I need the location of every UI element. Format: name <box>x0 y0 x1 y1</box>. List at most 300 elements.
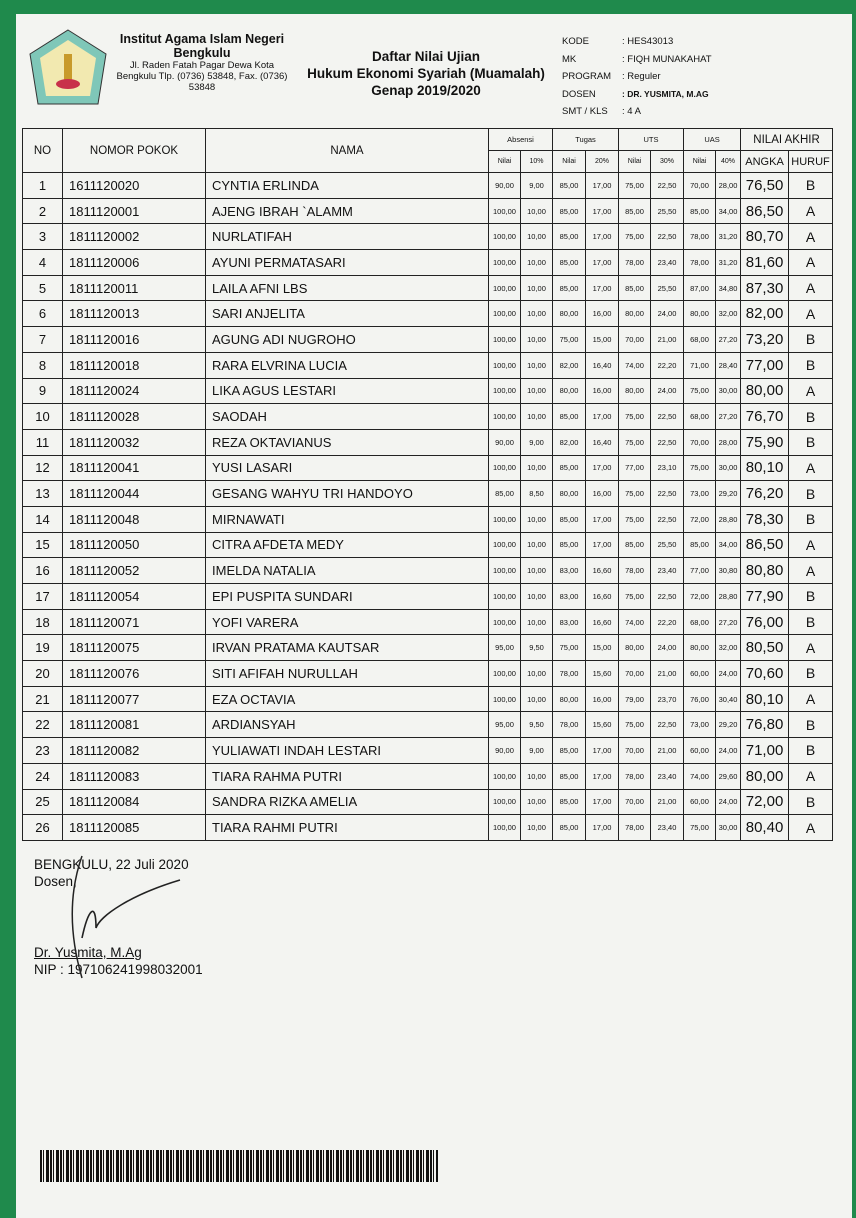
nilai-huruf: B <box>789 609 833 635</box>
nilai-huruf: A <box>789 224 833 250</box>
nilai-angka: 80,50 <box>741 635 789 661</box>
uas-nilai: 75,00 <box>684 378 716 404</box>
uts-pct: 22,20 <box>651 352 684 378</box>
uts-nilai: 78,00 <box>619 763 651 789</box>
abs-pct: 9,00 <box>521 173 553 199</box>
tugas-nilai: 85,00 <box>553 404 586 430</box>
table-row <box>23 558 833 584</box>
uts-nilai: 75,00 <box>619 481 651 507</box>
tugas-pct: 16,00 <box>586 686 619 712</box>
table-row <box>23 198 833 224</box>
nilai-huruf: B <box>789 712 833 738</box>
tugas-nilai: 85,00 <box>553 506 586 532</box>
nilai-huruf: B <box>789 506 833 532</box>
meta-key: PROGRAM <box>562 71 612 82</box>
col-uts-nilai: Nilai <box>619 151 651 173</box>
row-nim: 1811120041 <box>63 455 206 481</box>
row-no: 14 <box>23 506 63 532</box>
meta-value: : 4 A <box>622 106 642 117</box>
nilai-huruf: B <box>789 481 833 507</box>
row-nim: 1811120071 <box>63 609 206 635</box>
table-row <box>23 712 833 738</box>
row-no: 18 <box>23 609 63 635</box>
table-row <box>23 789 833 815</box>
nilai-angka: 76,20 <box>741 481 789 507</box>
col-tugas-nilai: Nilai <box>553 151 586 173</box>
nilai-huruf: B <box>789 789 833 815</box>
table-row <box>23 352 833 378</box>
row-nim: 1811120076 <box>63 661 206 687</box>
nilai-angka: 86,50 <box>741 532 789 558</box>
col-nilai-akhir: NILAI AKHIR <box>741 129 833 151</box>
uts-nilai: 70,00 <box>619 789 651 815</box>
tugas-pct: 16,60 <box>586 609 619 635</box>
row-nim: 1811120024 <box>63 378 206 404</box>
abs-pct: 9,00 <box>521 429 553 455</box>
row-no: 1 <box>23 173 63 199</box>
tugas-pct: 16,00 <box>586 481 619 507</box>
uas-pct: 31,20 <box>716 224 741 250</box>
nilai-angka: 76,00 <box>741 609 789 635</box>
tugas-pct: 17,00 <box>586 224 619 250</box>
row-nama: IRVAN PRATAMA KAUTSAR <box>206 635 489 661</box>
abs-nilai: 100,00 <box>489 763 521 789</box>
nilai-huruf: A <box>789 301 833 327</box>
tugas-nilai: 85,00 <box>553 815 586 841</box>
row-nim: 1811120006 <box>63 250 206 276</box>
grades-table <box>22 128 833 841</box>
abs-pct: 10,00 <box>521 352 553 378</box>
tugas-nilai: 85,00 <box>553 763 586 789</box>
uas-pct: 30,80 <box>716 558 741 584</box>
nilai-huruf: A <box>789 532 833 558</box>
uts-pct: 22,50 <box>651 481 684 507</box>
abs-nilai: 100,00 <box>489 404 521 430</box>
uas-nilai: 60,00 <box>684 789 716 815</box>
uts-nilai: 74,00 <box>619 609 651 635</box>
uts-nilai: 77,00 <box>619 455 651 481</box>
table-row <box>23 224 833 250</box>
nilai-angka: 80,00 <box>741 763 789 789</box>
col-absensi: Absensi <box>489 129 553 151</box>
abs-pct: 10,00 <box>521 224 553 250</box>
row-no: 24 <box>23 763 63 789</box>
abs-pct: 10,00 <box>521 327 553 353</box>
row-no: 8 <box>23 352 63 378</box>
row-no: 10 <box>23 404 63 430</box>
tugas-nilai: 78,00 <box>553 661 586 687</box>
row-no: 25 <box>23 789 63 815</box>
row-nim: 1811120032 <box>63 429 206 455</box>
abs-pct: 10,00 <box>521 455 553 481</box>
row-nama: GESANG WAHYU TRI HANDOYO <box>206 481 489 507</box>
uts-pct: 22,50 <box>651 429 684 455</box>
table-row <box>23 815 833 841</box>
uts-pct: 23,40 <box>651 558 684 584</box>
nilai-huruf: A <box>789 635 833 661</box>
row-no: 15 <box>23 532 63 558</box>
tugas-pct: 17,00 <box>586 738 619 764</box>
signer-nip: NIP : 197106241998032001 <box>34 962 203 977</box>
tugas-nilai: 85,00 <box>553 224 586 250</box>
uts-nilai: 80,00 <box>619 635 651 661</box>
table-row <box>23 506 833 532</box>
row-no: 9 <box>23 378 63 404</box>
uts-pct: 22,50 <box>651 224 684 250</box>
uas-nilai: 85,00 <box>684 198 716 224</box>
abs-nilai: 100,00 <box>489 532 521 558</box>
abs-nilai: 100,00 <box>489 224 521 250</box>
nilai-huruf: A <box>789 558 833 584</box>
row-nama: AJENG IBRAH `ALAMM <box>206 198 489 224</box>
course-meta <box>562 36 712 124</box>
nilai-huruf: A <box>789 378 833 404</box>
uas-nilai: 74,00 <box>684 763 716 789</box>
tugas-pct: 16,00 <box>586 378 619 404</box>
row-no: 17 <box>23 584 63 610</box>
row-nama: SANDRA RIZKA AMELIA <box>206 789 489 815</box>
uas-pct: 34,00 <box>716 532 741 558</box>
nilai-huruf: A <box>789 763 833 789</box>
uas-nilai: 80,00 <box>684 301 716 327</box>
tugas-nilai: 85,00 <box>553 250 586 276</box>
table-row <box>23 584 833 610</box>
nilai-angka: 76,50 <box>741 173 789 199</box>
uts-nilai: 75,00 <box>619 404 651 430</box>
abs-nilai: 100,00 <box>489 455 521 481</box>
tugas-nilai: 75,00 <box>553 327 586 353</box>
uts-pct: 24,00 <box>651 301 684 327</box>
uts-pct: 22,50 <box>651 584 684 610</box>
row-nim: 1611120020 <box>63 173 206 199</box>
tugas-pct: 15,00 <box>586 635 619 661</box>
nilai-huruf: B <box>789 404 833 430</box>
abs-pct: 10,00 <box>521 532 553 558</box>
institution-logo <box>26 28 110 112</box>
uas-nilai: 68,00 <box>684 404 716 430</box>
title-line: Hukum Ekonomi Syariah (Muamalah) <box>307 66 545 81</box>
abs-nilai: 85,00 <box>489 481 521 507</box>
abs-nilai: 100,00 <box>489 789 521 815</box>
abs-nilai: 100,00 <box>489 378 521 404</box>
abs-pct: 10,00 <box>521 789 553 815</box>
tugas-pct: 17,00 <box>586 198 619 224</box>
abs-nilai: 90,00 <box>489 173 521 199</box>
tugas-pct: 17,00 <box>586 173 619 199</box>
row-nama: EPI PUSPITA SUNDARI <box>206 584 489 610</box>
nilai-huruf: B <box>789 429 833 455</box>
col-abs-pct: 10% <box>521 151 553 173</box>
abs-nilai: 95,00 <box>489 712 521 738</box>
nilai-angka: 72,00 <box>741 789 789 815</box>
abs-nilai: 100,00 <box>489 584 521 610</box>
tugas-pct: 17,00 <box>586 506 619 532</box>
tugas-pct: 17,00 <box>586 275 619 301</box>
uas-pct: 27,20 <box>716 404 741 430</box>
row-no: 20 <box>23 661 63 687</box>
tugas-nilai: 80,00 <box>553 301 586 327</box>
abs-nilai: 100,00 <box>489 301 521 327</box>
row-nim: 1811120001 <box>63 198 206 224</box>
meta-value: : Reguler <box>622 71 661 82</box>
table-row <box>23 378 833 404</box>
nilai-huruf: A <box>789 455 833 481</box>
col-uas-pct: 40% <box>716 151 741 173</box>
nilai-huruf: B <box>789 738 833 764</box>
nilai-angka: 78,30 <box>741 506 789 532</box>
abs-nilai: 100,00 <box>489 506 521 532</box>
row-nim: 1811120048 <box>63 506 206 532</box>
row-nim: 1811120002 <box>63 224 206 250</box>
nilai-angka: 80,00 <box>741 378 789 404</box>
uas-nilai: 80,00 <box>684 635 716 661</box>
tugas-pct: 17,00 <box>586 404 619 430</box>
row-no: 7 <box>23 327 63 353</box>
uas-pct: 28,00 <box>716 429 741 455</box>
uts-nilai: 74,00 <box>619 352 651 378</box>
tugas-pct: 15,60 <box>586 712 619 738</box>
row-nim: 1811120050 <box>63 532 206 558</box>
row-nama: ARDIANSYAH <box>206 712 489 738</box>
uts-pct: 23,70 <box>651 686 684 712</box>
tugas-pct: 17,00 <box>586 815 619 841</box>
abs-pct: 10,00 <box>521 609 553 635</box>
uas-pct: 34,80 <box>716 275 741 301</box>
nilai-angka: 76,70 <box>741 404 789 430</box>
uas-pct: 30,40 <box>716 686 741 712</box>
uts-pct: 23,10 <box>651 455 684 481</box>
uas-nilai: 85,00 <box>684 532 716 558</box>
col-uts-pct: 30% <box>651 151 684 173</box>
uts-nilai: 75,00 <box>619 506 651 532</box>
uts-pct: 25,50 <box>651 275 684 301</box>
abs-pct: 10,00 <box>521 815 553 841</box>
abs-pct: 9,50 <box>521 712 553 738</box>
row-no: 4 <box>23 250 63 276</box>
signer-name: Dr. Yusmita, M.Ag <box>34 945 142 960</box>
uts-pct: 22,50 <box>651 712 684 738</box>
uas-pct: 31,20 <box>716 250 741 276</box>
uts-nilai: 70,00 <box>619 738 651 764</box>
abs-pct: 10,00 <box>521 584 553 610</box>
uas-nilai: 73,00 <box>684 481 716 507</box>
nilai-huruf: A <box>789 686 833 712</box>
uas-pct: 34,00 <box>716 198 741 224</box>
tugas-nilai: 85,00 <box>553 738 586 764</box>
nilai-angka: 80,70 <box>741 224 789 250</box>
tugas-nilai: 85,00 <box>553 275 586 301</box>
row-nama: AYUNI PERMATASARI <box>206 250 489 276</box>
nilai-angka: 81,60 <box>741 250 789 276</box>
nilai-huruf: B <box>789 327 833 353</box>
uts-nilai: 70,00 <box>619 327 651 353</box>
table-row <box>23 173 833 199</box>
col-huruf: HURUF <box>789 151 833 173</box>
tugas-nilai: 83,00 <box>553 609 586 635</box>
tugas-pct: 15,00 <box>586 327 619 353</box>
uts-pct: 22,50 <box>651 404 684 430</box>
nilai-huruf: A <box>789 250 833 276</box>
abs-pct: 10,00 <box>521 378 553 404</box>
col-uas-nilai: Nilai <box>684 151 716 173</box>
abs-nilai: 100,00 <box>489 275 521 301</box>
uts-nilai: 85,00 <box>619 275 651 301</box>
table-row <box>23 327 833 353</box>
row-no: 11 <box>23 429 63 455</box>
uts-nilai: 70,00 <box>619 661 651 687</box>
row-nama: RARA ELVRINA LUCIA <box>206 352 489 378</box>
table-row <box>23 763 833 789</box>
title-line: Genap 2019/2020 <box>371 83 481 98</box>
tugas-pct: 17,00 <box>586 250 619 276</box>
row-nama: YULIAWATI INDAH LESTARI <box>206 738 489 764</box>
row-nim: 1811120083 <box>63 763 206 789</box>
row-nama: TIARA RAHMI PUTRI <box>206 815 489 841</box>
row-nama: EZA OCTAVIA <box>206 686 489 712</box>
tugas-nilai: 80,00 <box>553 378 586 404</box>
institution-city: Bengkulu <box>173 46 231 60</box>
institution-address: Jl. Raden Fatah Pagar Dewa Kota Bengkulu Tlp. (0736) 53848, Fax. (0736) 53848 <box>116 60 288 93</box>
nilai-angka: 80,10 <box>741 455 789 481</box>
row-no: 16 <box>23 558 63 584</box>
uas-pct: 27,20 <box>716 609 741 635</box>
uts-pct: 22,50 <box>651 173 684 199</box>
abs-nilai: 90,00 <box>489 738 521 764</box>
uts-nilai: 75,00 <box>619 224 651 250</box>
uas-nilai: 60,00 <box>684 738 716 764</box>
abs-pct: 10,00 <box>521 404 553 430</box>
uas-pct: 30,00 <box>716 815 741 841</box>
uts-pct: 23,40 <box>651 763 684 789</box>
tugas-pct: 16,00 <box>586 301 619 327</box>
uts-nilai: 75,00 <box>619 712 651 738</box>
uas-nilai: 73,00 <box>684 712 716 738</box>
tugas-nilai: 85,00 <box>553 455 586 481</box>
tugas-nilai: 82,00 <box>553 429 586 455</box>
nilai-huruf: B <box>789 352 833 378</box>
row-no: 23 <box>23 738 63 764</box>
table-row <box>23 404 833 430</box>
uas-pct: 29,60 <box>716 763 741 789</box>
row-nama: MIRNAWATI <box>206 506 489 532</box>
uts-pct: 21,00 <box>651 327 684 353</box>
uas-pct: 28,40 <box>716 352 741 378</box>
row-nama: TIARA RAHMA PUTRI <box>206 763 489 789</box>
nilai-angka: 80,10 <box>741 686 789 712</box>
uts-pct: 23,40 <box>651 250 684 276</box>
nilai-huruf: A <box>789 275 833 301</box>
row-no: 2 <box>23 198 63 224</box>
tugas-nilai: 80,00 <box>553 481 586 507</box>
uas-pct: 32,00 <box>716 301 741 327</box>
abs-nilai: 90,00 <box>489 429 521 455</box>
tugas-pct: 17,00 <box>586 532 619 558</box>
abs-nilai: 100,00 <box>489 558 521 584</box>
uts-pct: 25,50 <box>651 532 684 558</box>
abs-nilai: 100,00 <box>489 815 521 841</box>
nilai-angka: 80,40 <box>741 815 789 841</box>
meta-key: KODE <box>562 36 589 47</box>
row-nama: SITI AFIFAH NURULLAH <box>206 661 489 687</box>
table-row <box>23 301 833 327</box>
row-nim: 1811120028 <box>63 404 206 430</box>
nilai-angka: 87,30 <box>741 275 789 301</box>
uas-nilai: 68,00 <box>684 327 716 353</box>
meta-key: DOSEN <box>562 88 596 100</box>
uas-pct: 29,20 <box>716 712 741 738</box>
abs-pct: 10,00 <box>521 301 553 327</box>
uas-pct: 24,00 <box>716 738 741 764</box>
table-row <box>23 275 833 301</box>
uas-nilai: 75,00 <box>684 455 716 481</box>
table-row <box>23 250 833 276</box>
uts-nilai: 85,00 <box>619 198 651 224</box>
abs-pct: 9,00 <box>521 738 553 764</box>
uts-pct: 25,50 <box>651 198 684 224</box>
table-row <box>23 686 833 712</box>
uas-pct: 28,80 <box>716 584 741 610</box>
tugas-pct: 16,60 <box>586 584 619 610</box>
tugas-nilai: 85,00 <box>553 173 586 199</box>
title-line: Daftar Nilai Ujian <box>371 49 481 64</box>
uas-pct: 24,00 <box>716 789 741 815</box>
uas-pct: 32,00 <box>716 635 741 661</box>
uas-nilai: 72,00 <box>684 584 716 610</box>
meta-value: : HES43013 <box>622 36 674 47</box>
table-row <box>23 455 833 481</box>
tugas-pct: 15,60 <box>586 661 619 687</box>
table-row <box>23 609 833 635</box>
table-row <box>23 429 833 455</box>
tugas-nilai: 82,00 <box>553 352 586 378</box>
institution-name: Institut Agama Islam Negeri <box>119 32 285 46</box>
uas-pct: 30,00 <box>716 455 741 481</box>
row-nim: 1811120082 <box>63 738 206 764</box>
tugas-nilai: 83,00 <box>553 584 586 610</box>
uts-pct: 21,00 <box>651 661 684 687</box>
nilai-angka: 80,80 <box>741 558 789 584</box>
table-row <box>23 532 833 558</box>
col-tugas-pct: 20% <box>586 151 619 173</box>
row-nim: 1811120016 <box>63 327 206 353</box>
row-nim: 1811120054 <box>63 584 206 610</box>
row-no: 12 <box>23 455 63 481</box>
col-nama: NAMA <box>206 129 489 173</box>
abs-nilai: 95,00 <box>489 635 521 661</box>
abs-pct: 10,00 <box>521 275 553 301</box>
nilai-huruf: B <box>789 173 833 199</box>
abs-pct: 9,50 <box>521 635 553 661</box>
uas-pct: 24,00 <box>716 661 741 687</box>
col-uas: UAS <box>684 129 741 151</box>
place-date: BENGKULU, 22 Juli 2020 <box>34 857 189 872</box>
row-nama: AGUNG ADI NUGROHO <box>206 327 489 353</box>
nilai-angka: 71,00 <box>741 738 789 764</box>
tugas-nilai: 80,00 <box>553 686 586 712</box>
abs-pct: 10,00 <box>521 506 553 532</box>
uts-nilai: 80,00 <box>619 378 651 404</box>
nilai-angka: 73,20 <box>741 327 789 353</box>
row-no: 19 <box>23 635 63 661</box>
tugas-pct: 16,60 <box>586 558 619 584</box>
abs-pct: 10,00 <box>521 661 553 687</box>
row-nama: LAILA AFNI LBS <box>206 275 489 301</box>
meta-value: : FIQH MUNAKAHAT <box>622 53 712 65</box>
uas-nilai: 87,00 <box>684 275 716 301</box>
uas-nilai: 70,00 <box>684 173 716 199</box>
tugas-pct: 17,00 <box>586 763 619 789</box>
abs-nilai: 100,00 <box>489 327 521 353</box>
